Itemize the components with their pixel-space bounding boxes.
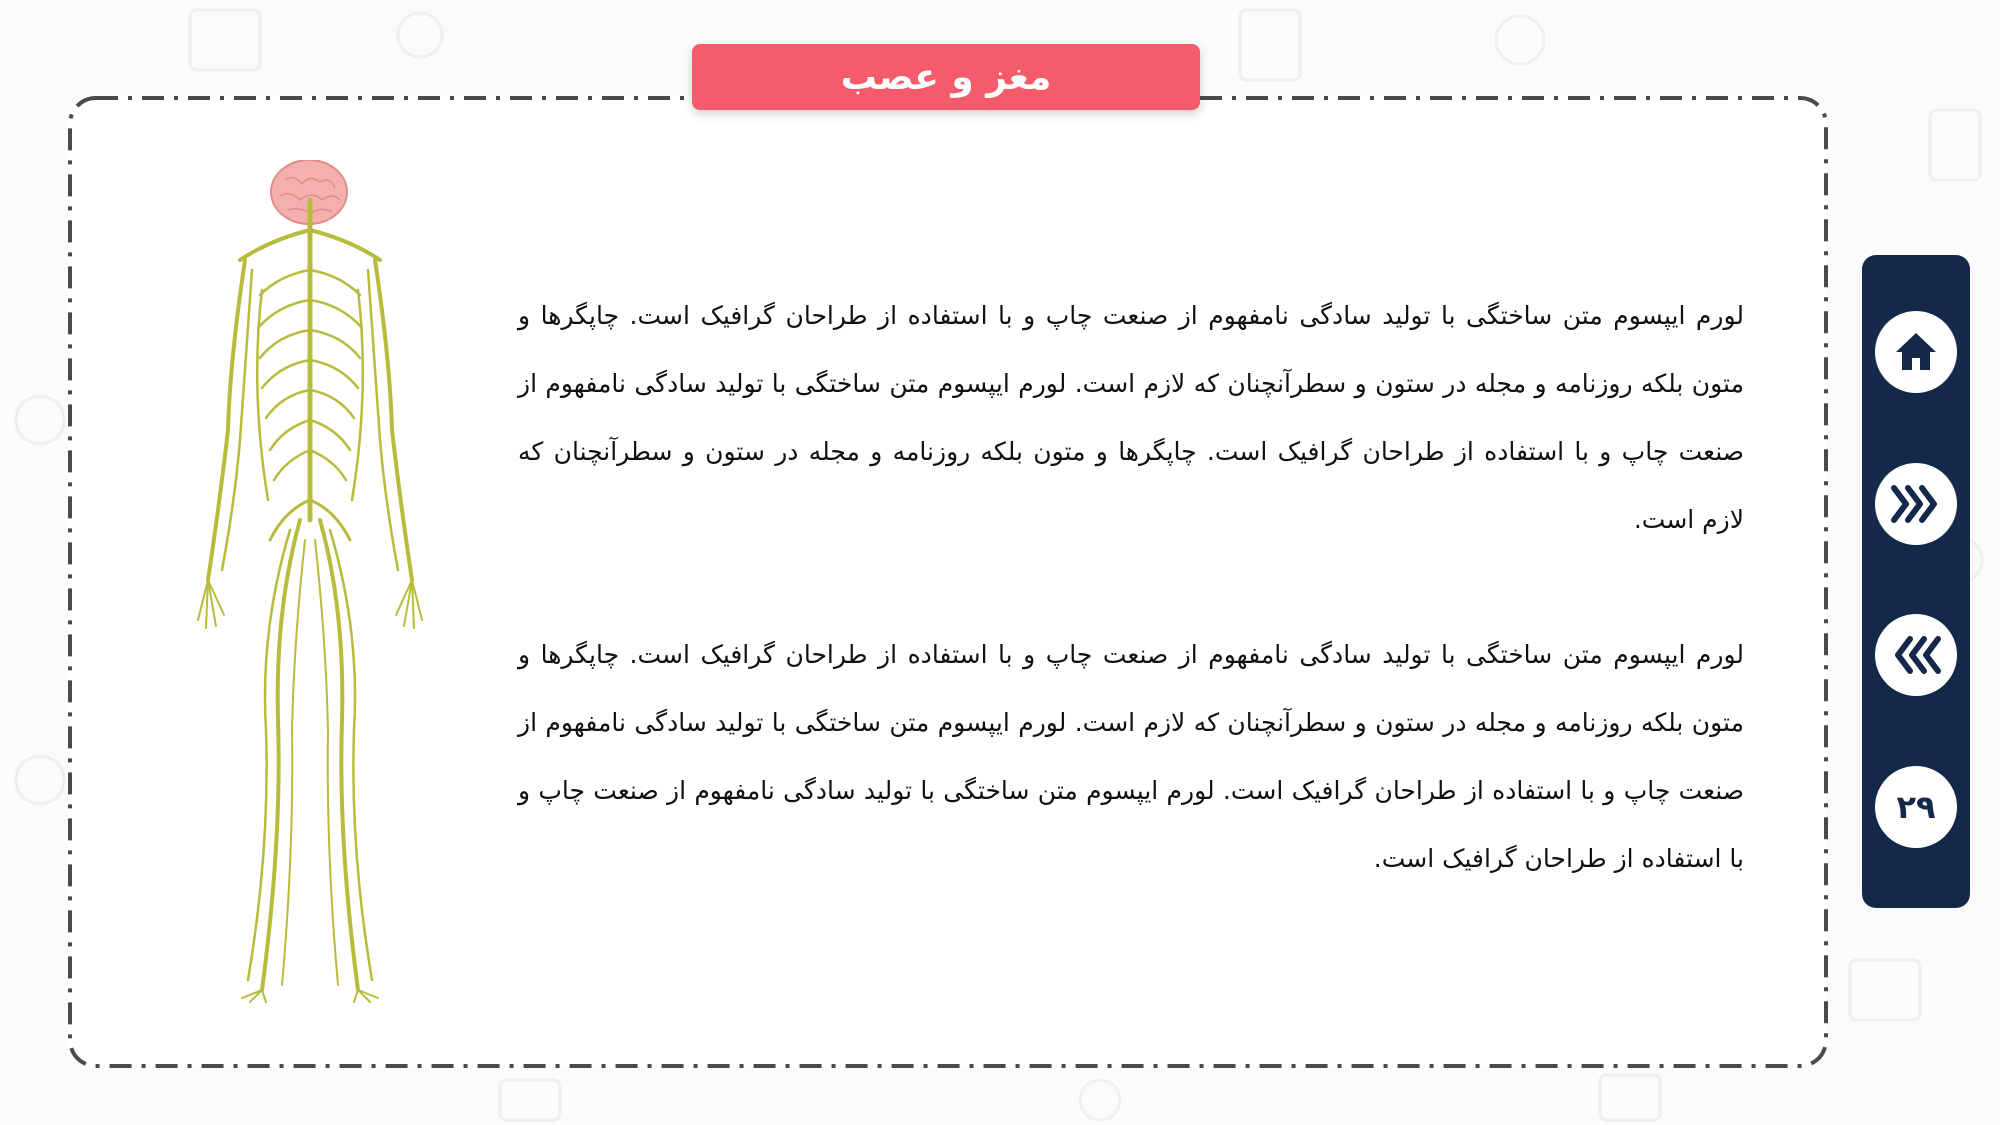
- chevrons-left-icon: [1890, 635, 1942, 675]
- home-icon: [1892, 328, 1940, 376]
- navigation-panel: [1862, 255, 1970, 908]
- chevrons-right-icon: [1890, 484, 1942, 524]
- home-button[interactable]: [1875, 311, 1957, 393]
- page-number-badge: [1875, 766, 1957, 848]
- next-button[interactable]: [1875, 463, 1957, 545]
- paragraph-1: لورم ایپسوم متن ساختگی با تولید سادگی نامفهوم از صنعت چاپ و با استفاده از طراحان گرافیک است. چاپگرها و متون بلکه روزنامه و مجله در ستون و سطرآنچنان که لازم است. لورم ایپسوم متن ساختگی با تولید سادگی نامفهوم از صنعت چاپ و با استفاده از طراحان گرافیک است. چاپگرها و متون بلکه روزنامه و مجله در ستون و سطرآنچنان که لازم است.: [518, 301, 1744, 534]
- slide-title: مغز و عصب: [692, 44, 1200, 110]
- page-number: ۲۹: [1896, 788, 1936, 826]
- paragraph-2: لورم ایپسوم متن ساختگی با تولید سادگی نامفهوم از صنعت چاپ و با استفاده از طراحان گرافیک است. چاپگرها و متون بلکه روزنامه و مجله در ستون و سطرآنچنان که لازم است. لورم ایپسوم متن ساختگی با تولید سادگی نامفهوم از صنعت چاپ و با استفاده از طراحان گرافیک است. لورم ایپسوم متن ساختگی با تولید سادگی نامفهوم از صنعت چاپ و با استفاده از طراحان گرافیک است.: [518, 640, 1744, 873]
- nervous-system-illustration: [190, 160, 440, 1005]
- nerve-network: [198, 200, 422, 1002]
- previous-button[interactable]: [1875, 614, 1957, 696]
